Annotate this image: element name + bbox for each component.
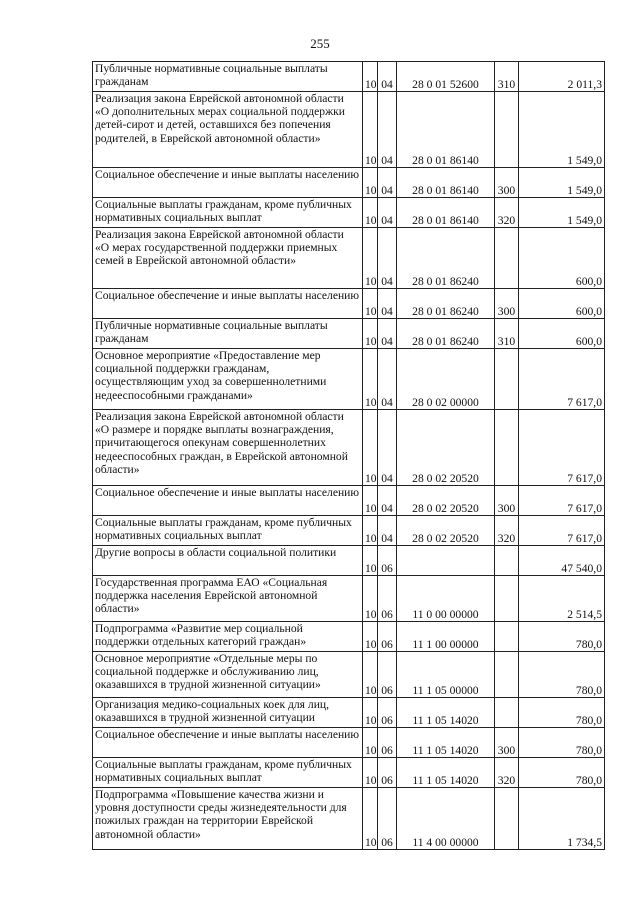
row-name: Социальное обеспечение и иные выплаты населению [93,486,363,516]
row-amount: 780,0 [519,698,605,728]
row-amount: 1 549,0 [519,92,605,168]
row-expense-type: 310 [495,62,519,92]
row-name: Публичные нормативные социальные выплаты гражданам [93,62,363,92]
page-number: 255 [310,36,330,51]
row-section: 10 [363,728,378,758]
row-amount: 7 617,0 [519,486,605,516]
row-section: 10 [363,168,378,198]
table-row [93,289,605,319]
row-name: Реализация закона Еврейской автономной области «О размере и порядке выплаты вознаграждения, причитающегося опекунам совершеннолетних недееспособных граждан, в Еврейской автономной области» [93,410,363,486]
row-expense-type [495,349,519,410]
row-subsection: 04 [378,92,397,168]
row-target-article: 28 0 01 86140 [397,168,495,198]
row-name: Подпрограмма «Развитие мер социальной поддержки отдельных категорий граждан» [93,622,363,652]
table-row [93,486,605,516]
row-section: 10 [363,62,378,92]
table-row [93,788,605,850]
row-name: Социальное обеспечение и иные выплаты населению [93,289,363,319]
row-section: 10 [363,622,378,652]
row-name: Социальное обеспечение и иные выплаты населению [93,168,363,198]
row-expense-type: 320 [495,758,519,788]
row-expense-type [495,410,519,486]
row-name: Публичные нормативные социальные выплаты гражданам [93,319,363,349]
row-target-article: 28 0 01 86140 [397,92,495,168]
row-amount: 7 617,0 [519,349,605,410]
row-target-article [397,546,495,576]
row-expense-type: 300 [495,486,519,516]
row-expense-type: 310 [495,319,519,349]
row-expense-type [495,788,519,850]
row-target-article: 11 1 05 14020 [397,728,495,758]
row-target-article: 28 0 01 86240 [397,228,495,289]
row-subsection: 06 [378,698,397,728]
row-name: Реализация закона Еврейской автономной области «О мерах государственной поддержки приемных семей в Еврейской автономной области» [93,228,363,289]
row-subsection: 06 [378,546,397,576]
row-target-article: 11 1 05 14020 [397,698,495,728]
row-amount: 1 549,0 [519,198,605,228]
row-name: Социальные выплаты гражданам, кроме публичных нормативных социальных выплат [93,758,363,788]
row-expense-type [495,622,519,652]
row-subsection: 04 [378,289,397,319]
row-subsection: 04 [378,228,397,289]
row-name: Организация медико-социальных коек для лиц, оказавшихся в трудной жизненной ситуации [93,698,363,728]
row-section: 10 [363,516,378,546]
row-name: Социальные выплаты гражданам, кроме публичных нормативных социальных выплат [93,198,363,228]
row-section: 10 [363,788,378,850]
row-expense-type: 320 [495,516,519,546]
row-name: Основное мероприятие «Предоставление мер социальной поддержки гражданам, осуществляющим уход за совершеннолетними недееспособными гражданами» [93,349,363,410]
row-name: Основное мероприятие «Отдельные меры по социальной поддержке и обслуживанию лиц, оказавшихся в трудной жизненной ситуации» [93,652,363,698]
row-amount: 7 617,0 [519,410,605,486]
row-target-article: 28 0 01 52600 [397,62,495,92]
row-amount: 2 514,5 [519,576,605,622]
row-name: Социальные выплаты гражданам, кроме публичных нормативных социальных выплат [93,516,363,546]
table-row [93,546,605,576]
table-row [93,62,605,92]
row-name: Государственная программа ЕАО «Социальная поддержка населения Еврейской автономной области» [93,576,363,622]
row-amount: 780,0 [519,758,605,788]
row-expense-type: 300 [495,728,519,758]
row-expense-type [495,228,519,289]
row-expense-type: 300 [495,289,519,319]
row-subsection: 04 [378,198,397,228]
row-section: 10 [363,289,378,319]
row-amount: 1 734,5 [519,788,605,850]
table-row [93,728,605,758]
row-amount: 47 540,0 [519,546,605,576]
row-target-article: 28 0 02 20520 [397,516,495,546]
row-target-article: 11 4 00 00000 [397,788,495,850]
row-subsection: 04 [378,486,397,516]
row-target-article: 11 1 00 00000 [397,622,495,652]
row-name: Реализация закона Еврейской автономной области «О дополнительных мерах социальной поддержки детей-сирот и детей, оставшихся без попечения родителей, в Еврейской автономной области» [93,92,363,168]
row-expense-type [495,92,519,168]
row-expense-type [495,652,519,698]
row-amount: 7 617,0 [519,516,605,546]
row-section: 10 [363,198,378,228]
row-section: 10 [363,349,378,410]
row-target-article: 11 0 00 00000 [397,576,495,622]
row-section: 10 [363,319,378,349]
row-amount: 600,0 [519,289,605,319]
row-expense-type [495,698,519,728]
row-section: 10 [363,228,378,289]
row-subsection: 06 [378,758,397,788]
row-subsection: 06 [378,652,397,698]
row-expense-type [495,576,519,622]
row-name: Социальное обеспечение и иные выплаты населению [93,728,363,758]
row-subsection: 04 [378,349,397,410]
row-name: Другие вопросы в области социальной политики [93,546,363,576]
row-expense-type: 320 [495,198,519,228]
table-row [93,92,605,168]
row-subsection: 04 [378,410,397,486]
row-subsection: 06 [378,622,397,652]
row-section: 10 [363,546,378,576]
row-amount: 780,0 [519,652,605,698]
row-amount: 1 549,0 [519,168,605,198]
table-row [93,349,605,410]
row-subsection: 06 [378,728,397,758]
row-amount: 600,0 [519,319,605,349]
budget-table-body [93,62,605,850]
row-target-article: 11 1 05 00000 [397,652,495,698]
table-row [93,652,605,698]
table-row [93,168,605,198]
row-section: 10 [363,486,378,516]
row-section: 10 [363,758,378,788]
row-amount: 600,0 [519,228,605,289]
row-section: 10 [363,92,378,168]
row-target-article: 28 0 01 86140 [397,198,495,228]
table-row [93,516,605,546]
row-subsection: 04 [378,168,397,198]
table-row [93,576,605,622]
row-target-article: 28 0 02 20520 [397,410,495,486]
row-section: 10 [363,698,378,728]
row-target-article: 28 0 01 86240 [397,289,495,319]
row-amount: 2 011,3 [519,62,605,92]
table-row [93,622,605,652]
row-subsection: 04 [378,516,397,546]
table-row [93,198,605,228]
row-subsection: 06 [378,576,397,622]
row-section: 10 [363,576,378,622]
row-amount: 780,0 [519,622,605,652]
row-subsection: 06 [378,788,397,850]
row-subsection: 04 [378,319,397,349]
row-amount: 780,0 [519,728,605,758]
table-row [93,319,605,349]
table-row [93,758,605,788]
row-target-article: 28 0 01 86240 [397,319,495,349]
table-row [93,698,605,728]
row-subsection: 04 [378,62,397,92]
row-target-article: 11 1 05 14020 [397,758,495,788]
row-target-article: 28 0 02 00000 [397,349,495,410]
budget-table [92,61,605,850]
row-section: 10 [363,410,378,486]
table-row [93,228,605,289]
row-expense-type: 300 [495,168,519,198]
row-section: 10 [363,652,378,698]
table-row [93,410,605,486]
row-expense-type [495,546,519,576]
row-name: Подпрограмма «Повышение качества жизни и уровня доступности среды жизнедеятельности для пожилых граждан на территории Еврейской автономной области» [93,788,363,850]
row-target-article: 28 0 02 20520 [397,486,495,516]
